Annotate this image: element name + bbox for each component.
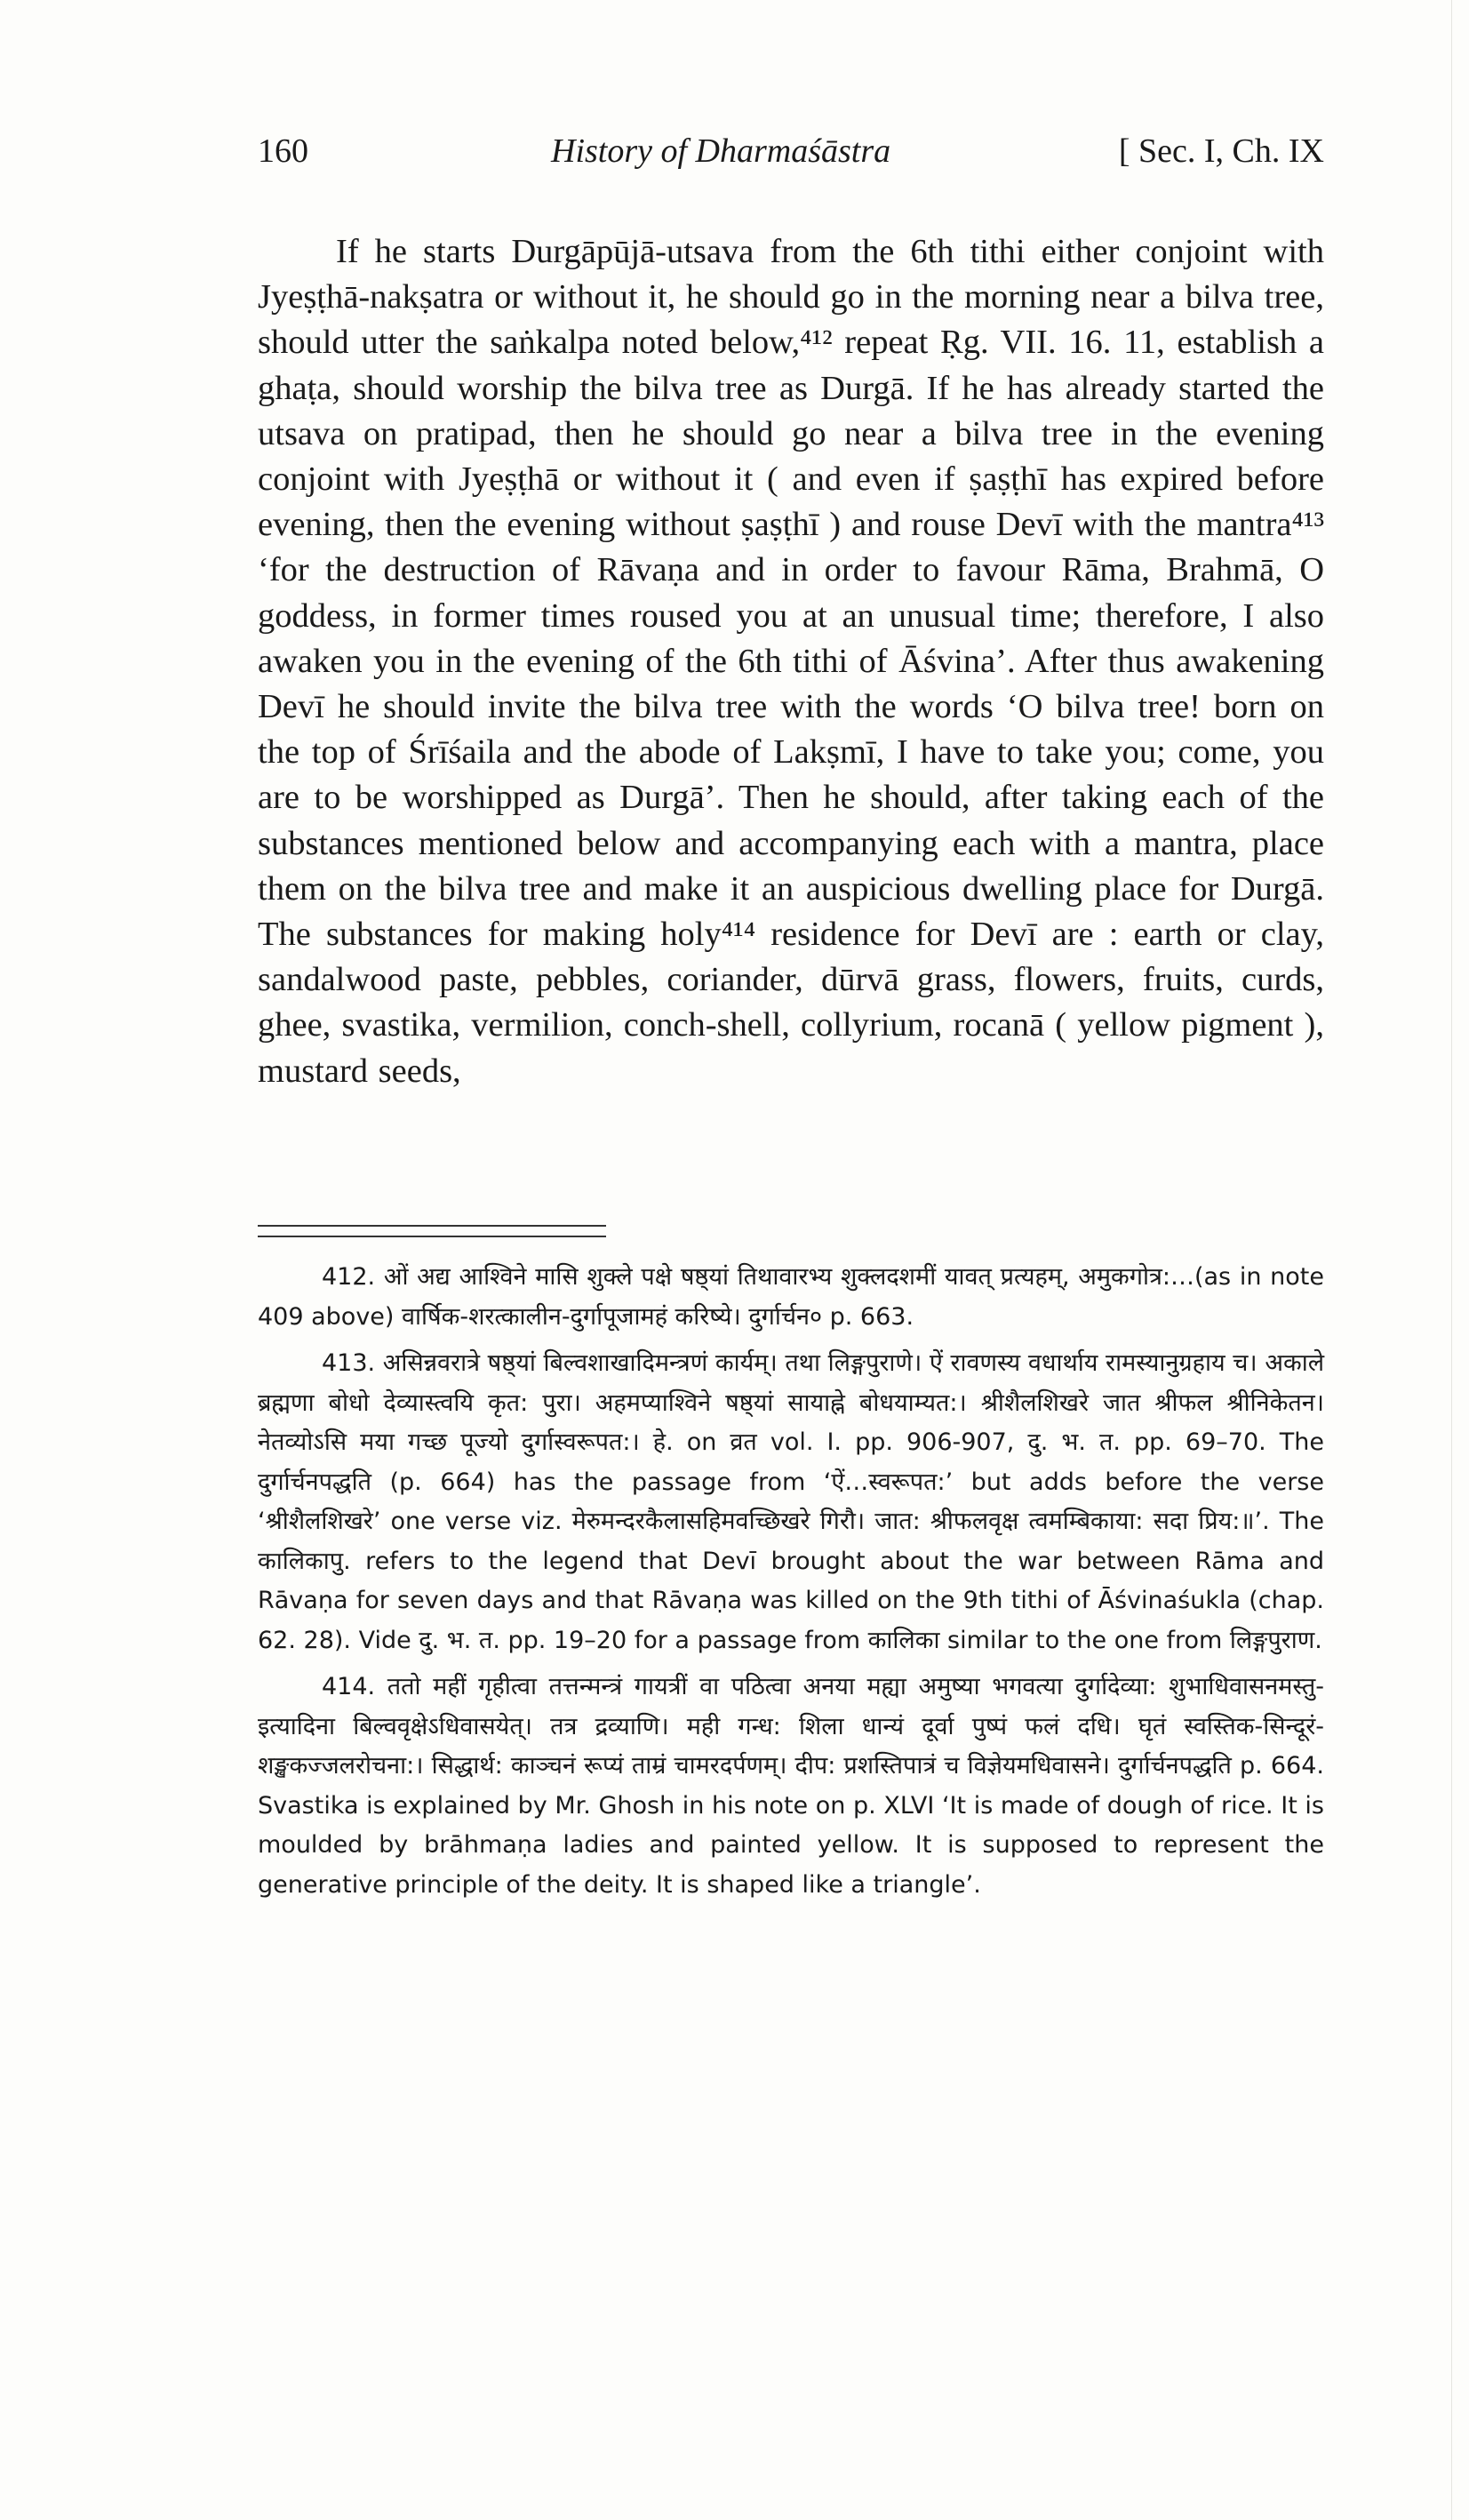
page-edge-line (1451, 0, 1452, 2520)
footnote-412: 412. ओं अद्य आश्विने मासि शुक्ले पक्षे षष्ठ्यां तिथावारभ्य शुक्लदशमीं यावत् प्रत्यहम्, अमुकगोत्र:…(as in note 409 above) वार्षिक-शरत्कालीन-दुर्गापूजामहं करिष्ये। दुर्गार्चन० p. 663. (258, 1263, 1324, 1331)
footnotes (258, 1258, 1324, 1912)
running-header (258, 132, 1324, 185)
section-label: [ Sec. I, Ch. IX (1118, 132, 1324, 170)
main-paragraph: If he starts Durgāpūjā-utsava from the 6th tithi either conjoint with Jyeṣṭhā-nakṣatra or without it, he should go in the morning near a bilva tree, should utter the saṅkalpa noted below,⁴¹² repeat Ṛg. VII. 16. 11, establish a ghaṭa, should worship the bilva tree as Durgā. If he has already started the utsava on pratipad, then he should go near a bilva tree in the evening conjoint with Jyeṣṭhā or without it ( and even if ṣaṣṭhī has expired before evening, then the evening without ṣaṣṭhī ) and rouse Devī with the mantra⁴¹³ ‘for the destruction of Rāvaṇa and in order to favour Rāma, Brahmā, O goddess, in former times roused you at an unusual time; therefore, I also awaken you in the evening of the 6th tithi of Āśvina’. After thus awakening Devī he should invite the bilva tree with the words ‘O bilva tree! born on the top of Śrīśaila and the abode of Lakṣmī, I have to take you; come, you are to be worshipped as Durgā’. Then he should, after taking each of the substances mentioned below and accompanying each with a mantra, place them on the bilva tree and make it an auspicious dwelling place for Durgā. The substances for making holy⁴¹⁴ residence for Devī are : earth or clay, sandalwood paste, pebbles, coriander, dūrvā grass, flowers, fruits, curds, ghee, svastika, vermilion, conch-shell, collyrium, rocanā ( yellow pigment ), mustard seeds, (258, 233, 1324, 1090)
footnote-413: 413. असिन्नवरात्रे षष्ठ्यां बिल्वशाखादिमन्त्रणं कार्यम्। तथा लिङ्गपुराणे। ऐं रावणस्य वधार्थाय रामस्यानुग्रहाय च। अकाले ब्रह्मणा बोधो देव्यास्त्वयि कृत: पुरा। अहमप्याश्विने षष्ठ्यां सायाह्ने बोधयाम्यत:। श्रीशैलशिखरे जात श्रीफल श्रीनिकेतन। नेतव्योऽसि मया गच्छ पूज्यो दुर्गास्वरूपत:। हे. on व्रत vol. I. pp. 906-907, दु. भ. त. pp. 69–70. The दुर्गार्चनपद्धति (p. 664) has the passage from ‘ऐं…स्वरूपत:’ but adds before the verse ‘श्रीशैलशिखरे’ one verse viz. मेरुमन्दरकैलासहिमवच्छिखरे गिरौ। जात: श्रीफलवृक्ष त्वमम्बिकाया: सदा प्रिय:॥’. The कालिकापु. refers to the legend that Devī brought about the war between Rāma and Rāvaṇa for seven days and that Rāvaṇa was killed on the 9th tithi of Āśvinaśukla (chap. 62. 28). Vide दु. भ. त. pp. 19–20 for a passage from कालिका similar to the one from लिङ्गपुराण. (258, 1349, 1324, 1654)
page-number: 160 (258, 132, 308, 170)
footnote-414: 414. ततो महीं गृहीत्वा तत्तन्मन्त्रं गायत्रीं वा पठित्वा अनया मह्या अमुष्या भगवत्या दुर्गादेव्या: शुभाधिवासनमस्तु-इत्यादिना बिल्ववृक्षेऽधिवासयेत्। तत्र द्रव्याणि। मही गन्ध: शिला धान्यं दूर्वा पुष्पं फलं दधि। घृतं स्वस्तिक-सिन्दूरं-शङ्खकज्जलरोचना:। सिद्धार्थ: काञ्चनं रूप्यं ताम्रं चामरदर्पणम्। दीप: प्रशस्तिपात्रं च विज्ञेयमधिवासने। दुर्गार्चनपद्धति p. 664. Svastika is explained by Mr. Ghosh in his note on p. XLVI ‘It is made of dough of rice. It is moulded by brāhmaṇa ladies and painted yellow. It is supposed to represent the generative principle of the deity. It is shaped like a triangle’. (258, 1673, 1324, 1899)
running-title: History of Dharmaśāstra (551, 132, 891, 170)
footnote-separator (258, 1225, 606, 1237)
